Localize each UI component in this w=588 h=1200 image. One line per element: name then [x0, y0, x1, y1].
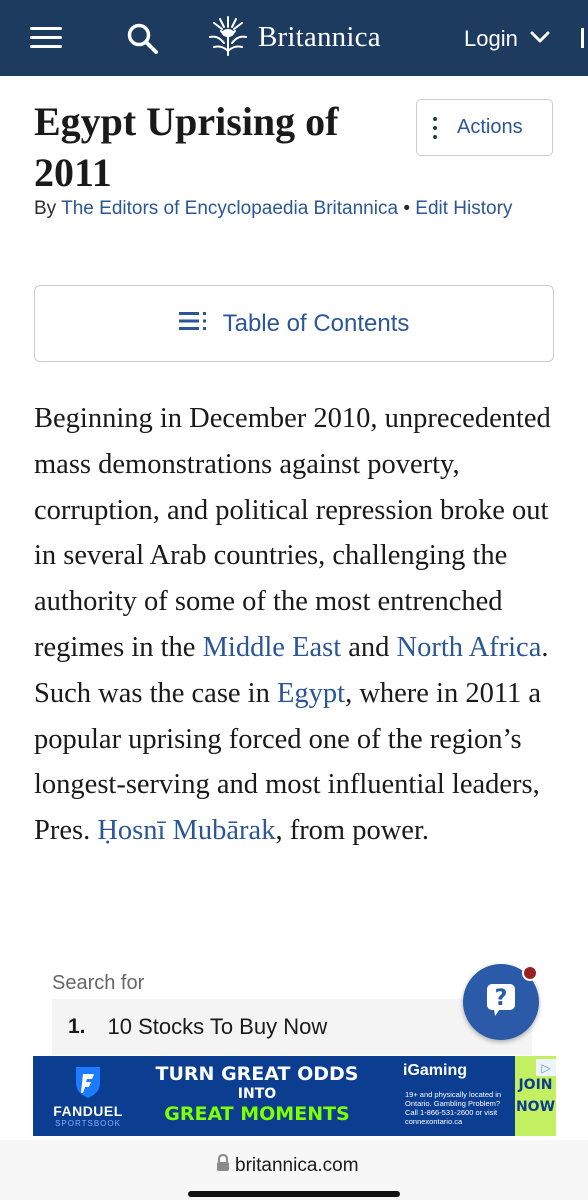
byline	[34, 193, 514, 224]
igaming-badge: iGaming	[403, 1062, 468, 1079]
table-of-contents-button[interactable]	[34, 285, 554, 362]
edit-history-link[interactable]: Edit History	[415, 198, 513, 219]
hamburger-menu-icon[interactable]	[30, 27, 62, 49]
north-africa-link[interactable]: North Africa	[396, 631, 542, 663]
join-line2: NOW	[515, 1099, 556, 1115]
article-text: . Such was the case in	[34, 631, 549, 709]
list-icon	[179, 312, 207, 335]
search-icon[interactable]	[126, 22, 160, 56]
ad-brand-sub: SPORTSBOOK	[55, 1118, 121, 1128]
join-line1: JOIN	[518, 1077, 553, 1093]
egypt-link[interactable]: Egypt	[276, 677, 346, 709]
ad-disclaimer: 19+ and physically located in Ontario. Gambling Problem? Call 1-866-531-2600 or visit connexontario.ca	[405, 1090, 502, 1126]
url-text: britannica.com	[235, 1154, 359, 1176]
article-text: and	[341, 631, 397, 663]
toc-label: Table of Contents	[222, 309, 410, 337]
ad-headline-line1: TURN GREAT ODDS	[155, 1063, 359, 1085]
notification-dot	[522, 965, 538, 981]
article-text: , from power.	[275, 815, 430, 847]
question-icon	[486, 983, 516, 1022]
author-link[interactable]: The Editors of Encyclopaedia Britannica	[61, 198, 399, 219]
svg-text:?: ?	[494, 985, 508, 1011]
byline-prefix: By	[34, 198, 57, 219]
top-nav-bar	[0, 0, 588, 76]
login-label: Login	[464, 26, 518, 51]
thistle-icon	[206, 13, 250, 62]
middle-east-link[interactable]: Middle East	[202, 631, 342, 663]
ad-headline-line2: INTO	[237, 1086, 277, 1102]
more-vertical-icon	[433, 117, 437, 139]
article-paragraph	[34, 396, 564, 854]
ad-headline-line3: GREAT MOMENTS	[164, 1103, 350, 1125]
fanduel-logo	[33, 1056, 143, 1136]
britannica-logo[interactable]	[206, 14, 381, 60]
page-title: Egypt Uprising of 2011	[34, 99, 339, 195]
item-label: 10 Stocks To Buy Now	[107, 1014, 328, 1039]
home-indicator[interactable]	[188, 1191, 400, 1197]
actions-label: Actions	[457, 116, 523, 138]
hosni-mubarak-link[interactable]: Ḥosnī Mubārak	[97, 815, 276, 847]
actions-button[interactable]	[416, 99, 553, 156]
sponsored-search-item[interactable]	[52, 999, 532, 1055]
fanduel-ad-banner[interactable]	[33, 1056, 556, 1136]
lock-icon	[216, 1154, 230, 1177]
article-text: , where in 2011 a popular uprising forced one of the region’s longest-serving and most influential leaders, Pres.	[34, 677, 542, 847]
scroll-edge	[578, 0, 588, 76]
ad-brand: FANDUEL	[53, 1102, 123, 1119]
chevron-down-icon	[518, 30, 550, 49]
item-number: 1.	[68, 1015, 86, 1038]
ad-headline	[149, 1064, 365, 1124]
byline-separator: •	[403, 198, 410, 219]
url-display[interactable]	[216, 1154, 359, 1177]
article-text: Beginning in December 2010, unprecedented mass demonstrations against poverty, corruption, and political repression broke out in several Arab countries, challenging the authority of some of the most entrenched regimes in the	[34, 403, 551, 663]
ad-choices-icon[interactable]: ▷	[536, 1059, 556, 1076]
login-button[interactable]	[464, 24, 550, 54]
search-for-label: Search for	[52, 972, 145, 994]
logo-text: Britannica	[258, 20, 381, 53]
shield-icon	[73, 1065, 103, 1099]
